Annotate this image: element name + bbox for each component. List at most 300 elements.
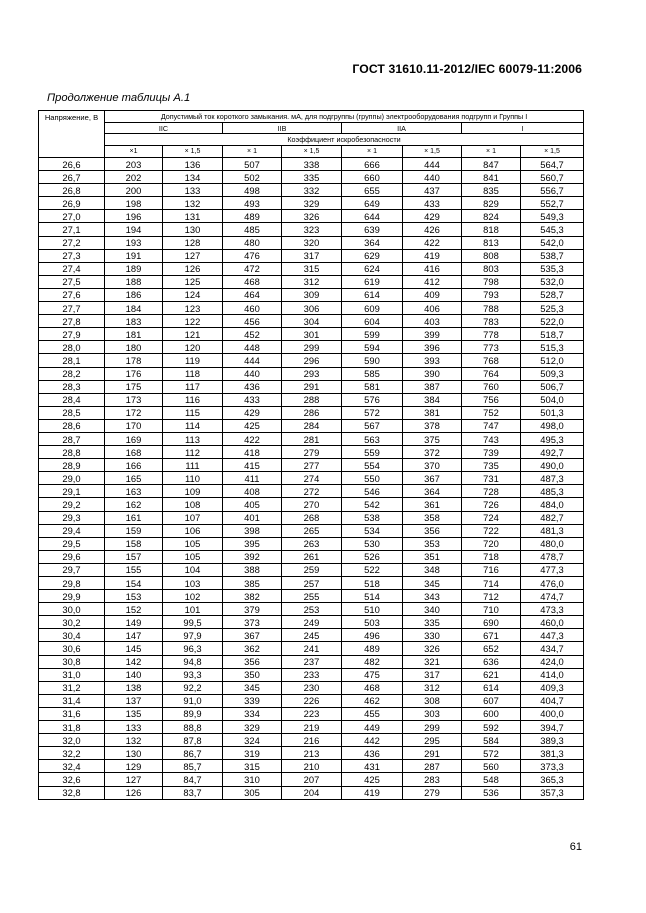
table-row [39,236,584,249]
current-cell: 756 [462,393,521,406]
voltage-cell: 27,7 [39,302,105,315]
coefficient-header: Коэффициент искробезопасности [105,134,584,146]
current-cell: 279 [282,446,342,459]
current-cell: 440 [403,171,462,184]
current-cell: 614 [342,288,403,301]
current-cell: 408 [223,485,282,498]
current-cell: 204 [282,786,342,799]
current-cell: 460 [223,302,282,315]
current-cell: 94,8 [163,655,223,668]
current-cell: 356 [223,655,282,668]
safety-factor-header: × 1 [342,146,403,158]
current-cell: 409,3 [521,681,584,694]
current-cell: 393 [403,354,462,367]
current-cell: 245 [282,629,342,642]
current-cell: 629 [342,249,403,262]
current-cell: 660 [342,171,403,184]
voltage-cell: 29,7 [39,563,105,576]
current-cell: 444 [223,354,282,367]
current-cell: 542,0 [521,236,584,249]
current-cell: 644 [342,210,403,223]
voltage-cell: 31,0 [39,668,105,681]
current-cell: 191 [105,249,163,262]
current-cell: 370 [403,459,462,472]
current-cell: 422 [223,432,282,445]
current-cell: 538,7 [521,249,584,262]
current-cell: 326 [403,642,462,655]
current-cell: 416 [403,262,462,275]
current-cell: 110 [163,472,223,485]
current-cell: 321 [403,655,462,668]
current-cell: 299 [282,341,342,354]
current-cell: 436 [342,747,403,760]
table-row [39,773,584,786]
current-cell: 375 [403,432,462,445]
current-cell: 157 [105,550,163,563]
table-row [39,786,584,799]
table-row [39,249,584,262]
current-cell: 162 [105,498,163,511]
current-cell: 493 [223,197,282,210]
current-cell: 619 [342,275,403,288]
current-cell: 655 [342,184,403,197]
current-cell: 768 [462,354,521,367]
current-cell: 549,3 [521,210,584,223]
current-cell: 534 [342,524,403,537]
table-row [39,590,584,603]
current-cell: 492,7 [521,446,584,459]
current-cell: 747 [462,419,521,432]
current-cell: 475 [342,668,403,681]
current-cell: 107 [163,511,223,524]
current-cell: 714 [462,577,521,590]
voltage-cell: 29,0 [39,472,105,485]
current-cell: 392 [223,550,282,563]
current-cell: 308 [403,694,462,707]
current-cell: 121 [163,328,223,341]
current-cell: 364 [342,236,403,249]
voltage-cell: 30,2 [39,616,105,629]
current-cell: 102 [163,590,223,603]
current-cell: 130 [163,223,223,236]
current-cell: 496 [342,629,403,642]
current-cell: 373,3 [521,760,584,773]
current-cell: 385 [223,577,282,590]
voltage-cell: 29,5 [39,537,105,550]
current-cell: 312 [403,681,462,694]
current-cell: 133 [163,184,223,197]
current-cell: 773 [462,341,521,354]
current-cell: 230 [282,681,342,694]
voltage-cell: 29,1 [39,485,105,498]
current-cell: 312 [282,275,342,288]
table-row [39,537,584,550]
voltage-cell: 29,4 [39,524,105,537]
current-cell: 268 [282,511,342,524]
current-cell: 462 [342,694,403,707]
voltage-cell: 27,0 [39,210,105,223]
current-cell: 108 [163,498,223,511]
table-row [39,184,584,197]
current-cell: 93,3 [163,668,223,681]
current-cell: 372 [403,446,462,459]
table-row [39,459,584,472]
current-cell: 249 [282,616,342,629]
current-cell: 415 [223,459,282,472]
current-cell: 265 [282,524,342,537]
current-cell: 172 [105,406,163,419]
voltage-cell: 32,0 [39,734,105,747]
current-cell: 512,0 [521,354,584,367]
current-cell: 468 [342,681,403,694]
table-row [39,171,584,184]
current-cell: 546 [342,485,403,498]
current-cell: 419 [342,786,403,799]
current-cell: 133 [105,721,163,734]
safety-factor-header: × 1,5 [521,146,584,158]
current-cell: 482,7 [521,511,584,524]
current-cell: 166 [105,459,163,472]
current-cell: 528,7 [521,288,584,301]
current-cell: 731 [462,472,521,485]
current-cell: 233 [282,668,342,681]
current-cell: 384 [403,393,462,406]
current-cell: 567 [342,419,403,432]
current-cell: 138 [105,681,163,694]
current-cell: 142 [105,655,163,668]
current-cell: 468 [223,275,282,288]
current-cell: 405 [223,498,282,511]
current-cell: 317 [282,249,342,262]
current-cell: 526 [342,550,403,563]
current-cell: 350 [223,668,282,681]
current-cell: 115 [163,406,223,419]
voltage-cell: 27,2 [39,236,105,249]
current-cell: 419 [403,249,462,262]
current-cell: 305 [223,786,282,799]
table-row [39,734,584,747]
current-cell: 170 [105,419,163,432]
current-cell: 382 [223,590,282,603]
voltage-cell: 27,4 [39,262,105,275]
current-cell: 335 [282,171,342,184]
current-cell: 607 [462,694,521,707]
table-row [39,406,584,419]
current-cell: 116 [163,393,223,406]
current-cell: 219 [282,721,342,734]
current-cell: 444 [403,158,462,171]
current-cell: 472 [223,262,282,275]
current-cell: 158 [105,537,163,550]
current-cell: 599 [342,328,403,341]
current-cell: 726 [462,498,521,511]
table-row [39,694,584,707]
current-cell: 304 [282,315,342,328]
current-cell: 495,3 [521,432,584,445]
current-cell: 592 [462,721,521,734]
current-cell: 180 [105,341,163,354]
current-limits-table [38,110,584,800]
table-row [39,642,584,655]
current-cell: 824 [462,210,521,223]
voltage-cell: 26,8 [39,184,105,197]
current-cell: 399 [403,328,462,341]
current-cell: 104 [163,563,223,576]
voltage-cell: 26,9 [39,197,105,210]
current-cell: 389,3 [521,734,584,747]
safety-factor-header: × 1,5 [163,146,223,158]
current-cell: 572 [342,406,403,419]
current-cell: 89,9 [163,707,223,720]
current-cell: 409 [403,288,462,301]
current-cell: 134 [163,171,223,184]
current-cell: 818 [462,223,521,236]
current-cell: 379 [223,603,282,616]
current-cell: 319 [223,747,282,760]
voltage-cell: 31,4 [39,694,105,707]
current-cell: 152 [105,603,163,616]
current-cell: 126 [163,262,223,275]
current-cell: 433 [223,393,282,406]
voltage-cell: 28,9 [39,459,105,472]
current-cell: 84,7 [163,773,223,786]
current-cell: 153 [105,590,163,603]
current-cell: 560,7 [521,171,584,184]
current-cell: 381,3 [521,747,584,760]
current-cell: 411 [223,472,282,485]
current-cell: 559 [342,446,403,459]
current-cell: 778 [462,328,521,341]
current-cell: 563 [342,432,403,445]
voltage-cell: 28,8 [39,446,105,459]
current-cell: 183 [105,315,163,328]
current-cell: 652 [462,642,521,655]
current-cell: 464 [223,288,282,301]
current-cell: 509,3 [521,367,584,380]
current-cell: 96,3 [163,642,223,655]
standard-designation: ГОСТ 31610.11-2012/IEC 60079-11:2006 [352,62,582,76]
current-cell: 335 [403,616,462,629]
table-row [39,446,584,459]
current-cell: 440 [223,367,282,380]
voltage-cell: 28,3 [39,380,105,393]
current-cell: 554 [342,459,403,472]
current-cell: 345 [403,577,462,590]
current-cell: 175 [105,380,163,393]
current-cell: 145 [105,642,163,655]
current-cell: 216 [282,734,342,747]
current-cell: 501,3 [521,406,584,419]
voltage-cell: 30,4 [39,629,105,642]
current-cell: 91,0 [163,694,223,707]
page-number: 61 [569,841,582,853]
current-cell: 564,7 [521,158,584,171]
current-cell: 345 [223,681,282,694]
current-cell: 338 [282,158,342,171]
current-cell: 448 [223,341,282,354]
current-cell: 291 [282,380,342,393]
table-row [39,158,584,171]
current-cell: 135 [105,707,163,720]
current-cell: 522,0 [521,315,584,328]
current-cell: 476,0 [521,577,584,590]
current-cell: 503 [342,616,403,629]
table-row [39,485,584,498]
current-cell: 343 [403,590,462,603]
current-cell: 118 [163,367,223,380]
current-cell: 480 [223,236,282,249]
voltage-cell: 31,6 [39,707,105,720]
table-row [39,197,584,210]
current-cell: 604 [342,315,403,328]
current-cell: 127 [163,249,223,262]
current-cell: 241 [282,642,342,655]
table-row [39,328,584,341]
current-cell: 712 [462,590,521,603]
current-cell: 125 [163,275,223,288]
current-cell: 154 [105,577,163,590]
current-cell: 106 [163,524,223,537]
current-cell: 97,9 [163,629,223,642]
current-cell: 406 [403,302,462,315]
current-cell: 400,0 [521,707,584,720]
current-cell: 507 [223,158,282,171]
current-cell: 105 [163,550,223,563]
current-cell: 284 [282,419,342,432]
current-cell: 572 [462,747,521,760]
current-cell: 478,7 [521,550,584,563]
current-cell: 716 [462,563,521,576]
current-cell: 161 [105,511,163,524]
voltage-cell: 27,3 [39,249,105,262]
current-cell: 624 [342,262,403,275]
current-cell: 585 [342,367,403,380]
current-cell: 813 [462,236,521,249]
current-cell: 320 [282,236,342,249]
table-row [39,380,584,393]
current-cell: 518,7 [521,328,584,341]
current-cell: 263 [282,537,342,550]
current-cell: 764 [462,367,521,380]
voltage-cell: 32,2 [39,747,105,760]
current-cell: 361 [403,498,462,511]
voltage-header: Напряжение, В [39,111,105,158]
voltage-cell: 29,6 [39,550,105,563]
current-cell: 128 [163,236,223,249]
voltage-cell: 32,6 [39,773,105,786]
current-cell: 718 [462,550,521,563]
current-cell: 847 [462,158,521,171]
current-cell: 404,7 [521,694,584,707]
current-cell: 283 [403,773,462,786]
table-row [39,354,584,367]
current-cell: 649 [342,197,403,210]
current-cell: 829 [462,197,521,210]
current-cell: 295 [403,734,462,747]
current-cell: 594 [342,341,403,354]
current-cell: 545,3 [521,223,584,236]
safety-factor-header: × 1,5 [282,146,342,158]
current-cell: 163 [105,485,163,498]
voltage-cell: 28,1 [39,354,105,367]
current-cell: 841 [462,171,521,184]
voltage-cell: 27,9 [39,328,105,341]
table-row [39,655,584,668]
safety-factor-header: ×1 [105,146,163,158]
table-row [39,629,584,642]
current-cell: 329 [223,721,282,734]
table-row [39,524,584,537]
current-cell: 506,7 [521,380,584,393]
current-cell: 489 [223,210,282,223]
table-row [39,616,584,629]
current-cell: 398 [223,524,282,537]
current-cell: 535,3 [521,262,584,275]
current-cell: 113 [163,432,223,445]
table-row [39,760,584,773]
voltage-cell: 28,2 [39,367,105,380]
current-cell: 484,0 [521,498,584,511]
voltage-cell: 31,2 [39,681,105,694]
table-row [39,707,584,720]
table-row [39,223,584,236]
current-cell: 309 [282,288,342,301]
current-cell: 477,3 [521,563,584,576]
current-cell: 168 [105,446,163,459]
current-cell: 504,0 [521,393,584,406]
voltage-cell: 28,6 [39,419,105,432]
table-row [39,288,584,301]
current-cell: 103 [163,577,223,590]
current-cell: 277 [282,459,342,472]
current-cell: 412 [403,275,462,288]
current-cell: 614 [462,681,521,694]
current-cell: 378 [403,419,462,432]
current-cell: 200 [105,184,163,197]
current-cell: 550 [342,472,403,485]
current-cell: 101 [163,603,223,616]
current-cell: 130 [105,747,163,760]
current-cell: 434,7 [521,642,584,655]
group-header-iia: IIA [342,123,462,134]
current-cell: 362 [223,642,282,655]
group-header-i: I [462,123,584,134]
table-row [39,747,584,760]
table-row [39,367,584,380]
current-cell: 86,7 [163,747,223,760]
current-cell: 315 [282,262,342,275]
current-cell: 286 [282,406,342,419]
current-cell: 485 [223,223,282,236]
current-cell: 426 [403,223,462,236]
current-cell: 188 [105,275,163,288]
current-cell: 257 [282,577,342,590]
current-cell: 279 [403,786,462,799]
current-cell: 310 [223,773,282,786]
voltage-cell: 27,5 [39,275,105,288]
safety-factor-header: × 1,5 [403,146,462,158]
table-row [39,210,584,223]
current-cell: 418 [223,446,282,459]
current-cell: 793 [462,288,521,301]
current-cell: 433 [403,197,462,210]
current-cell: 259 [282,563,342,576]
table-row [39,393,584,406]
table-row [39,419,584,432]
current-cell: 109 [163,485,223,498]
current-cell: 739 [462,446,521,459]
current-cell: 590 [342,354,403,367]
